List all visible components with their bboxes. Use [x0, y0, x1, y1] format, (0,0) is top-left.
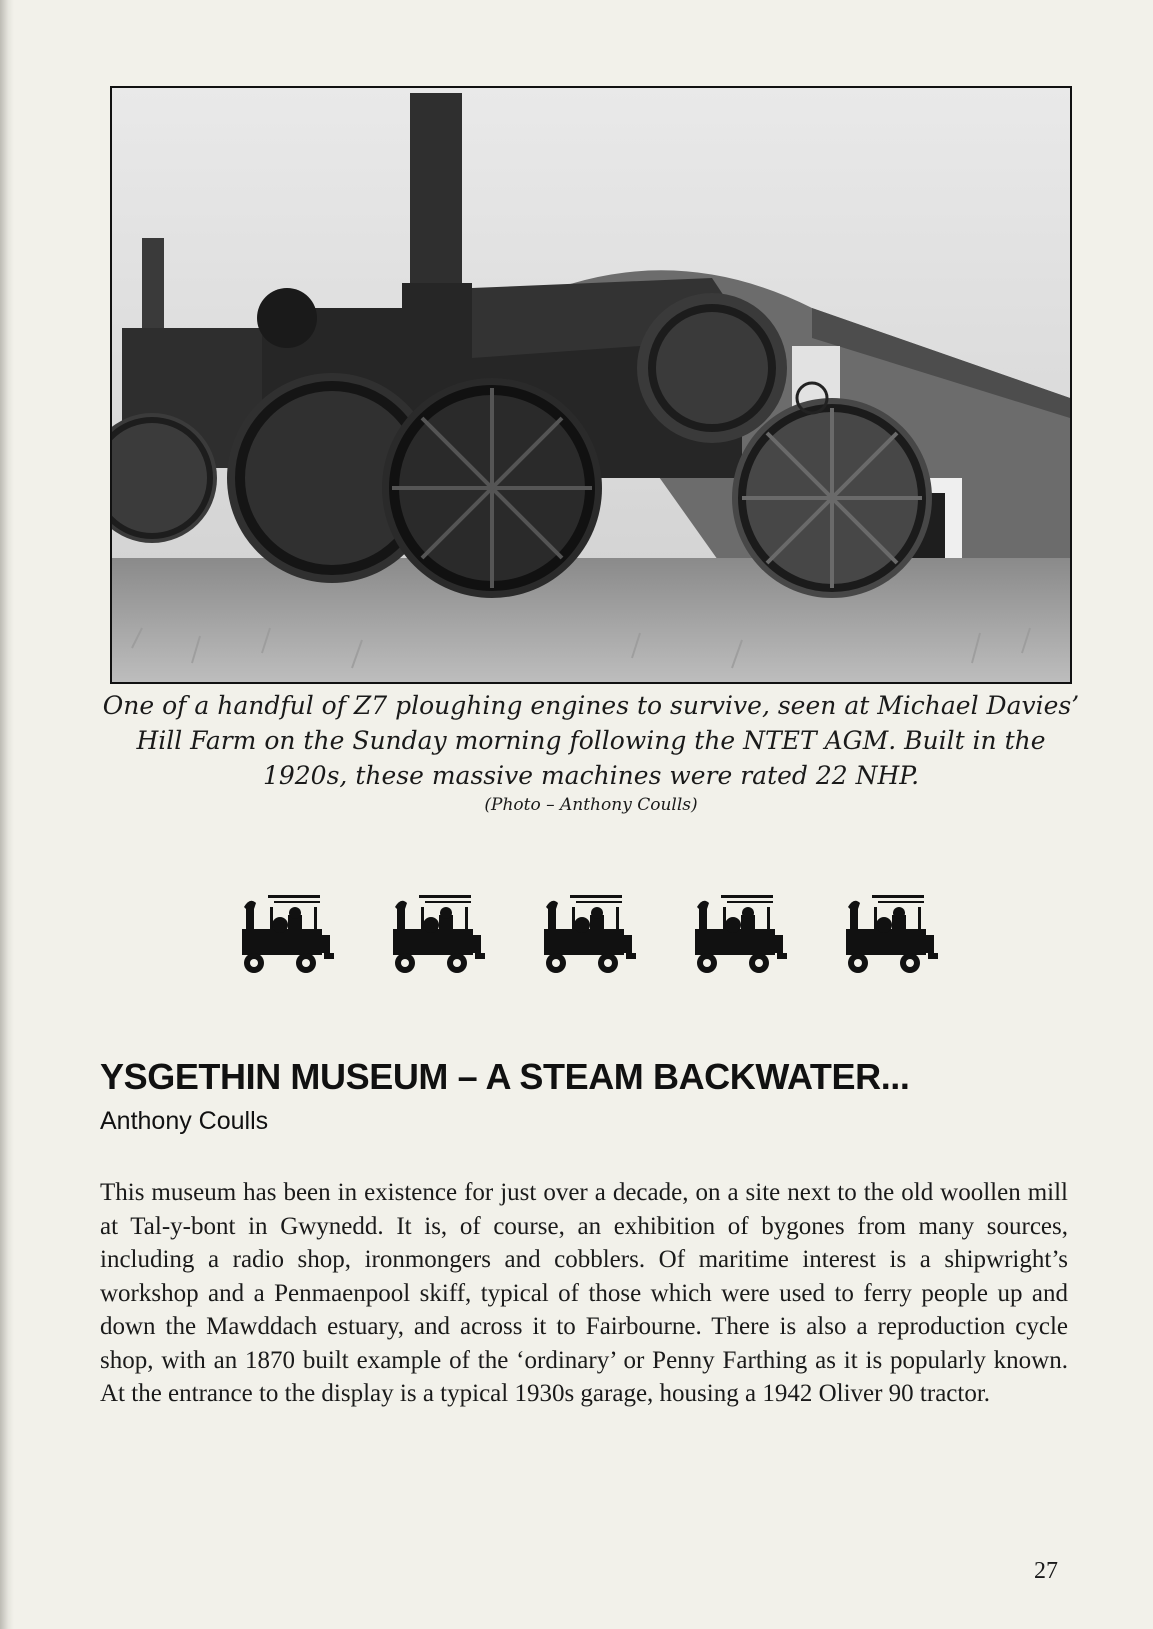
traction-engine-icon	[693, 895, 789, 975]
traction-engine-icon	[844, 895, 940, 975]
section-divider	[240, 895, 940, 975]
engine-photo	[110, 86, 1072, 684]
article-paragraph: This museum has been in existence for just over a decade, on a site next to the old woollen mill at Tal-y-bont in Gwynedd. It is, of course, an exhibition of bygones from many sources, including a radio shop, ironmongers and cobblers. Of maritime interest is a shipwright’s workshop and a Penmaenpool skiff, typical of those which were used to ferry people up and down the Mawddach estuary, and across it to Fairbourne. There is also a reproduction cycle shop, with an 1870 built example of the ‘ordinary’ or Penny Farthing as it is popularly known. At the entrance to the display is a typical 1930s garage, housing a 1942 Oliver 90 tractor.	[100, 1179, 1068, 1407]
article-body	[100, 1176, 1068, 1411]
article-author: Anthony Coulls	[100, 1107, 269, 1135]
page-number: 27	[1034, 1558, 1058, 1584]
page-gutter-shadow	[0, 0, 14, 1629]
caption-line-3: 1920s, these massive machines were rated 22 NHP.	[262, 761, 920, 790]
caption-line-1: One of a handful of Z7 ploughing engines to survive, seen at Michael Davies’	[102, 691, 1080, 720]
traction-engine-icon	[542, 895, 638, 975]
traction-engine-icon	[240, 895, 336, 975]
traction-engine-icon	[391, 895, 487, 975]
photo-caption	[96, 688, 1086, 793]
article-title: YSGETHIN MUSEUM – A STEAM BACKWATER...	[100, 1056, 910, 1097]
photo-credit: (Photo – Anthony Coulls)	[484, 795, 698, 815]
caption-line-2: Hill Farm on the Sunday morning following the NTET AGM. Built in the	[136, 726, 1046, 755]
engine-photo-image	[112, 88, 1070, 682]
